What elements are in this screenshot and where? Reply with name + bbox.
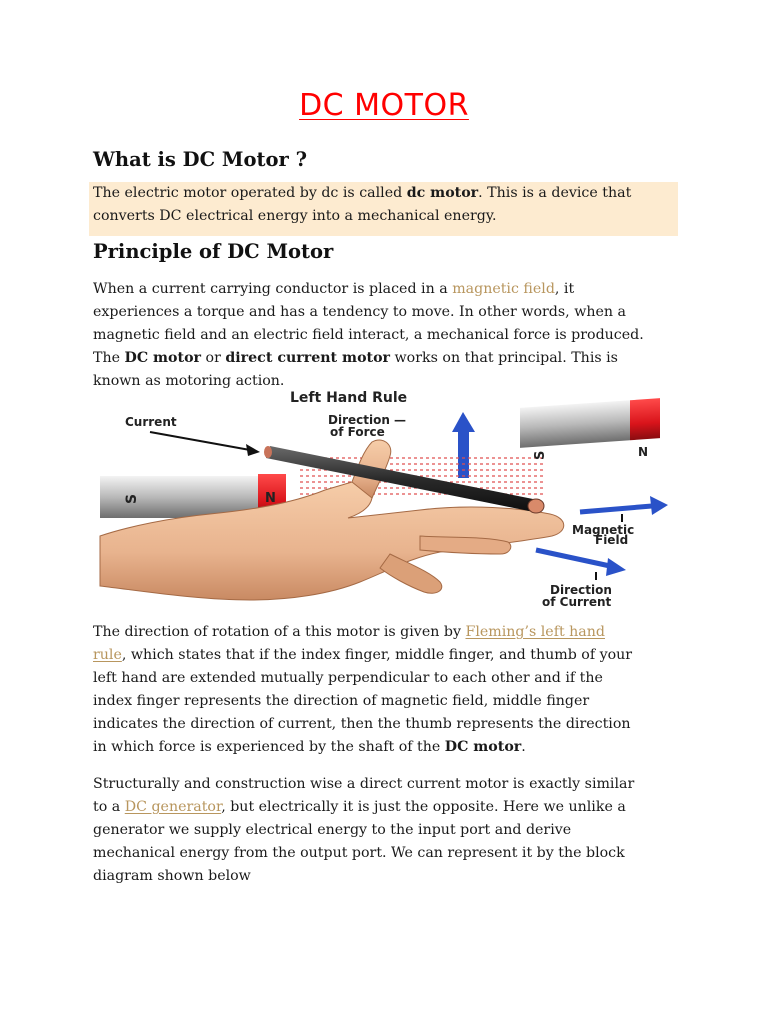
heading-what-is-dc-motor: What is DC Motor ?: [93, 148, 307, 171]
principle-line-1: When a current carrying conductor is placed in a magnetic field, it: [93, 281, 575, 297]
right-magnet-s-pole: S: [533, 450, 548, 460]
field-arrow-shaft: [580, 506, 652, 512]
force-label-line-2: of Force: [330, 425, 385, 439]
rotation-paragraph: [93, 621, 683, 759]
structure-line-1: Structurally and construction wise a direct current motor is exactly similar: [93, 776, 635, 792]
heading-principle: Principle of DC Motor: [93, 240, 334, 263]
magnetic-field-link[interactable]: magnetic field: [452, 281, 555, 297]
structure-line-4: mechanical energy from the output port. We can represent it by the block: [93, 845, 625, 861]
definition-line-2: converts DC electrical energy into a mechanical energy.: [93, 208, 497, 224]
definition-line-1: The electric motor operated by dc is called dc motor. This is a device that: [93, 185, 632, 201]
principle-line-2: experiences a torque and has a tendency to move. In other words, when a: [93, 304, 626, 320]
figure-title: Left Hand Rule: [290, 390, 408, 406]
left-magnet-s-pole: S: [124, 493, 140, 504]
principle-line-4: The DC motor or direct current motor works on that principal. This is: [93, 350, 618, 366]
structure-paragraph: [93, 773, 683, 888]
left-magnet-n-pole: N: [265, 491, 276, 506]
page-title: DC MOTOR: [299, 88, 469, 123]
field-label-line-2: Field: [595, 533, 629, 547]
principle-line-3: magnetic field and an electric field interact, a mechanical force is produced.: [93, 327, 644, 343]
current-pointer-arrow: [150, 432, 250, 450]
rotation-line-1: The direction of rotation of a this motor is given by Fleming’s left hand: [93, 624, 605, 640]
current-label: Current: [125, 415, 177, 429]
force-arrow-head: [452, 412, 475, 432]
right-magnet-n-pole: N: [638, 445, 649, 459]
definition-paragraph: [93, 182, 683, 228]
current-direction-label-2: of Current: [542, 595, 612, 609]
field-arrow-head: [650, 496, 668, 515]
rotation-line-5: indicates the direction of current, then the thumb represents the direction: [93, 716, 631, 732]
current-direction-label-1: Direction: [550, 583, 612, 597]
flemings-rule-link-cont[interactable]: rule: [93, 647, 122, 663]
force-label-line-1: Direction —: [328, 413, 407, 427]
term-dc-motor: dc motor: [406, 185, 479, 201]
right-magnet: [520, 398, 660, 460]
principle-paragraph: [93, 278, 683, 393]
flemings-rule-link[interactable]: Fleming’s left hand: [465, 624, 605, 640]
current-direction-arrow-head: [606, 558, 626, 576]
field-label-line-1: Magnetic: [572, 523, 635, 537]
rotation-line-4: index finger represents the direction of magnetic field, middle finger: [93, 693, 590, 709]
rotation-line-6: in which force is experienced by the shaft of the DC motor.: [93, 739, 526, 755]
rotation-line-3: left hand are extended mutually perpendicular to each other and if the: [93, 670, 603, 686]
rotation-line-2: rule, which states that if the index finger, middle finger, and thumb of your: [93, 647, 633, 663]
dc-generator-link[interactable]: DC generator: [124, 799, 222, 815]
structure-line-2: to a DC generator, but electrically it is just the opposite. Here we unlike a: [93, 799, 626, 815]
structure-line-3: generator we supply electrical energy to the input port and derive: [93, 822, 572, 838]
current-direction-arrow-shaft: [536, 550, 610, 566]
current-pointer-head: [246, 444, 260, 456]
left-hand-rule-figure: [90, 386, 680, 611]
structure-line-5: diagram shown below: [93, 868, 251, 884]
principle-line-5: known as motoring action.: [93, 373, 285, 389]
